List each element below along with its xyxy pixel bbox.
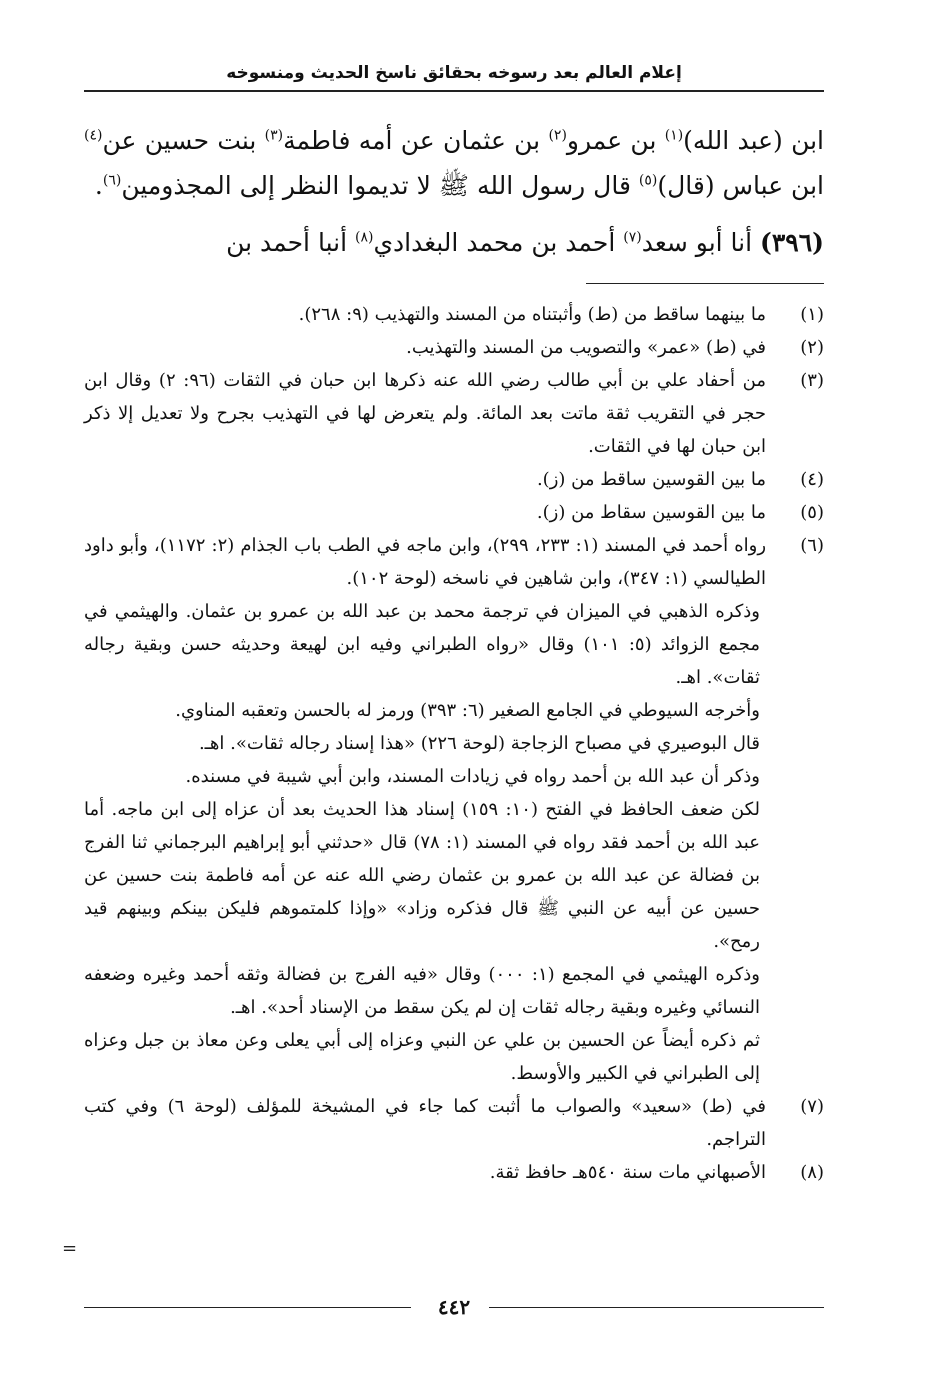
footnote-paragraph: رواه أحمد في المسند (١: ٢٣٣، ٢٩٩)، وابن ماجه في الطب باب الجذام (٢: ١١٧٢)، وأبو داود الطيالسي (١: ٣٤٧)، وابن شاهين في ناسخه (لوحة ١٠٢). xyxy=(84,535,767,589)
footnote-paragraph: قال البوصيري في مصباح الزجاجة (لوحة ٢٢٦) «هذا إسناد رجاله ثقات». اهـ. xyxy=(198,733,760,754)
book-page xyxy=(84,60,824,1340)
footnote-ref: (٤) xyxy=(84,127,103,144)
footnote-separator xyxy=(586,283,824,284)
footnote-number: (٤) xyxy=(800,469,824,490)
footnote-paragraph: ثم ذكره أيضاً عن الحسين بن علي عن النبي وعزاه إلى أبي يعلى وعن معاذ بن جبل وعزاه إلى الطبراني في الكبير والأوسط. xyxy=(84,1030,760,1084)
footnote-paragraph: ما بين القوسين ساقط من (ز). xyxy=(536,469,766,490)
paragraph-hadith-395 xyxy=(84,118,824,208)
footnote-paragraph: في (ط) «سعيد» والصواب ما أثبت كما جاء في المشيخة للمؤلف (لوحة ٦) وفي كتب التراجم. xyxy=(84,1096,766,1150)
footnote-body xyxy=(84,529,766,1090)
text-segment: أنبا أحمد بن xyxy=(226,228,355,257)
footer-rule-right xyxy=(489,1307,824,1308)
footnote-paragraph: وذكر أن عبد الله بن أحمد رواه في زيادات المسند، وابن أبي شيبة في مسنده. xyxy=(185,766,760,787)
text-segment: بن عثمان عن أمه فاطمة xyxy=(283,126,549,155)
footnote-ref: (٦) xyxy=(102,172,122,189)
text-segment: قال رسول الله ﷺ لا تديموا النظر إلى المجذومين xyxy=(121,171,639,200)
footnote-number: (٨) xyxy=(800,1162,824,1183)
footnote xyxy=(84,529,824,1090)
hadith-number: (٣٩٦) xyxy=(760,228,824,257)
footnote-paragraph: الأصبهاني مات سنة ٥٤٠هـ حافظ ثقة. xyxy=(489,1162,766,1183)
footnote-ref: (١) xyxy=(664,127,684,144)
footnote-body xyxy=(84,1090,766,1156)
footnote-body xyxy=(84,1156,766,1189)
footnote-body xyxy=(84,463,766,496)
text-segment: ابن (عبد الله) xyxy=(683,126,825,155)
page-number: ٤٤٢ xyxy=(437,1295,471,1319)
footnote xyxy=(84,298,824,331)
footnote-paragraph: وذكره الهيثمي في المجمع (١: ٠٠٠) وقال «فيه الفرج بن فضالة وثقه أحمد وغيره وضعفه النسائي وغيره وبقية رجاله ثقات إن لم يكن سقط من الإسناد أحد». اهـ. xyxy=(84,964,760,1018)
footnote-number: (٢) xyxy=(800,337,824,358)
footnote-body xyxy=(84,331,766,364)
text-segment: أنا أبو سعد xyxy=(641,228,761,257)
continuation-mark: = xyxy=(62,1238,78,1259)
footnote-ref: (٧) xyxy=(623,229,642,246)
footnote-ref: (٥) xyxy=(638,172,658,189)
footnote-ref: (٣) xyxy=(264,127,284,144)
footnote-body xyxy=(84,496,766,529)
footnote-number: (٣) xyxy=(800,370,824,391)
footer-rule-left xyxy=(84,1307,411,1308)
footnote xyxy=(84,463,824,496)
footnote-paragraph: وذكره الذهبي في الميزان في ترجمة محمد بن عبد الله بن عمرو بن عثمان. والهيثمي في مجمع الزوائد (٥: ١٠١) وقال «رواه الطبراني وفيه ابن لهيعة وحديثه حسن وبقية رجاله ثقات». اهـ. xyxy=(84,601,761,688)
header-rule xyxy=(84,90,824,92)
footnote xyxy=(84,364,824,463)
footnote-paragraph: لكن ضعف الحافظ في الفتح (١٠: ١٥٩) إسناد هذا الحديث بعد أن عزاه إلى ابن ماجه. أما عبد الله بن أحمد فقد رواه في المسند (١: ٧٨) قال «حدثني أبو إبراهيم البرجماني ثنا الفرج بن فضالة عن عبد الله بن عمرو بن عثمان رضي الله عنه عن أمه فاطمة بنت حسين عن حسين عن أبيه عن النبي ﷺ قال فذكره وزاد» «وإذا كلمتموهم فليكن بينكم وبينهم قيد رمح». xyxy=(84,799,760,952)
footnote-ref: (٨) xyxy=(354,229,374,246)
footnote-paragraph: وأخرجه السيوطي في الجامع الصغير (٦: ٣٩٣) ورمز له بالحسن وتعقبه المناوي. xyxy=(175,700,760,721)
footnote-paragraph: من أحفاد علي بن أبي طالب رضي الله عنه ذكرها ابن حبان في الثقات (٩٦: ٢) وقال ابن حجر في التقريب ثقة ماتت بعد المائة. ولم يتعرض لها في التهذيب بجرح ولا تعديل إلا ذكر ابن حبان لها في الثقات. xyxy=(84,370,766,457)
text-segment: بن عمرو xyxy=(566,126,665,155)
footnotes xyxy=(84,298,824,1189)
footnote-paragraph: ما بينهما ساقط من (ط) وأثبتناه من المسند والتهذيب (٩: ٢٦٨). xyxy=(298,304,766,325)
footnote-body xyxy=(84,364,766,463)
paragraph-hadith-396 xyxy=(84,220,824,265)
footnote xyxy=(84,1090,824,1156)
footnote-ref: (٢) xyxy=(548,127,567,144)
footnote-number: (٥) xyxy=(800,502,824,523)
running-header: إعلام العالم بعد رسوخه بحقائق ناسخ الحديث ومنسوخه xyxy=(226,63,682,83)
text-segment: بنت حسين عن xyxy=(102,126,265,155)
footnote-paragraph: في (ط) «عمر» والتصويب من المسند والتهذيب. xyxy=(406,337,766,358)
main-text xyxy=(84,118,824,265)
text-segment: أحمد بن محمد البغدادي xyxy=(373,228,624,257)
footnote-number: (٦) xyxy=(800,535,824,556)
footnote xyxy=(84,1156,824,1189)
text-segment: ابن عباس (قال) xyxy=(657,171,824,200)
footnote-number: (١) xyxy=(800,304,824,325)
footnote-paragraph: ما بين القوسين سقاط من (ز). xyxy=(536,502,766,523)
text-segment: . xyxy=(94,171,103,200)
page-footer xyxy=(84,1292,824,1322)
footnote xyxy=(84,496,824,529)
footnote-number: (٧) xyxy=(800,1096,824,1117)
footnote-body xyxy=(84,298,766,331)
footnote xyxy=(84,331,824,364)
